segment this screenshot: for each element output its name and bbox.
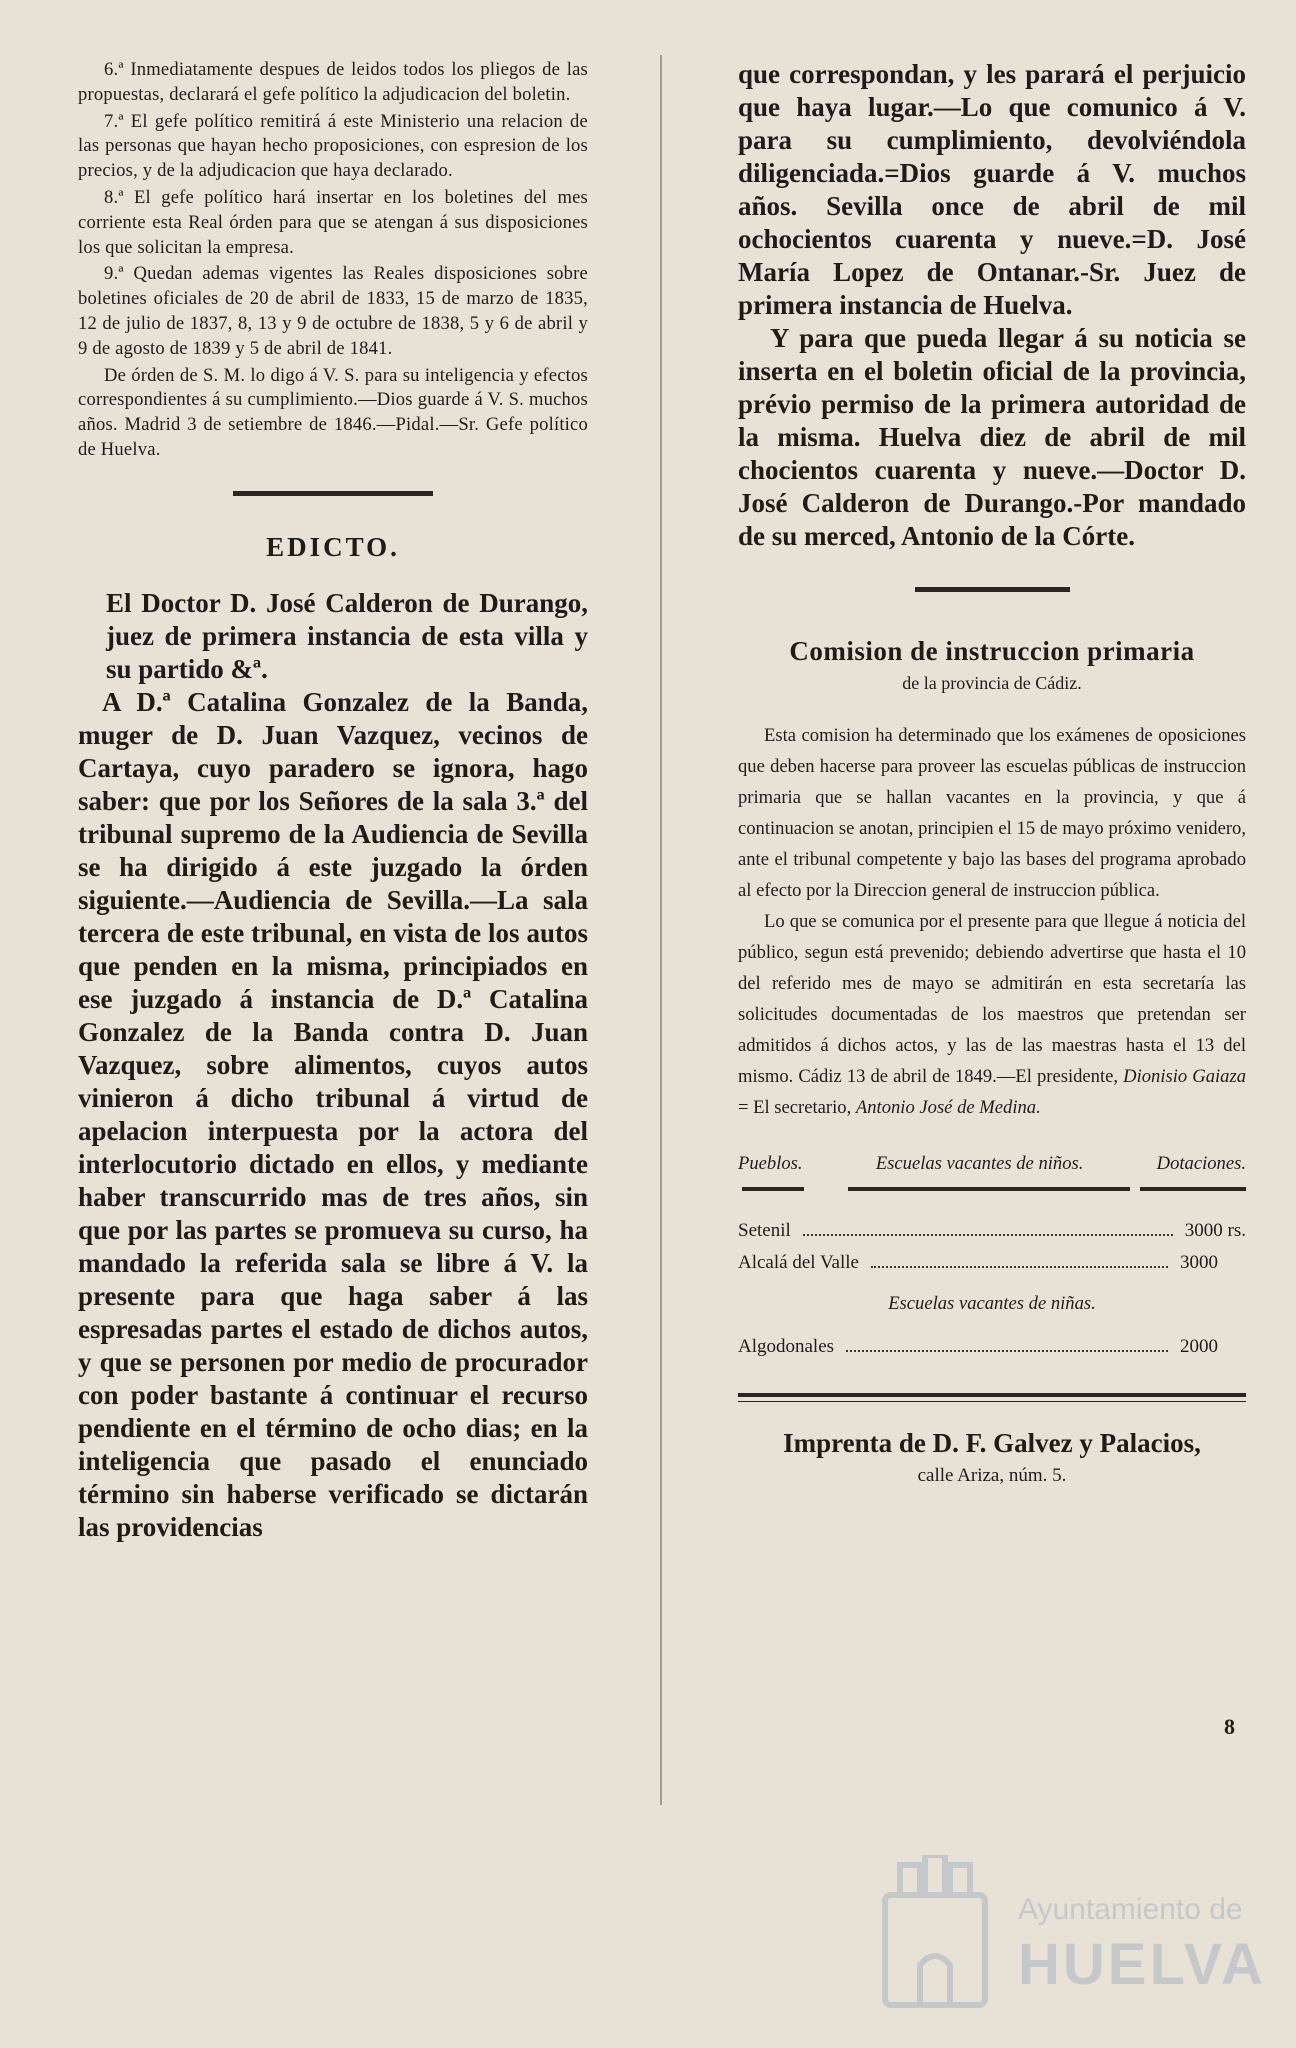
edicto-body (78, 587, 588, 1544)
table-row (738, 1331, 1246, 1363)
page-corner-mark: 8 (1224, 1714, 1235, 1739)
table-row (738, 1247, 1246, 1279)
article-6: 6.ª Inmediatamente despues de leidos todos los pliegos de las propuestas, declarará el gefe político la adjudicacion del boletin. (78, 59, 588, 105)
row-pueblo: Alcalá del Valle (738, 1252, 859, 1273)
leader-dots (803, 1234, 1173, 1236)
secretario-name: Antonio José de Medina. (855, 1097, 1041, 1118)
article-9: 9.ª Quedan ademas vigentes las Reales disposiciones sobre boletines oficiales de 20 de abril de 1833, 15 de marzo de 1835, 12 de julio de 1837, 8, 13 y 9 de octubre de 1838, 5 y 6 de abril y 9 de agosto de 1839 y 5 de abril de 1841. (78, 263, 588, 359)
table-header-rules (738, 1175, 1246, 1201)
section-rule-right (915, 587, 1070, 592)
leader-dots (846, 1350, 1168, 1352)
edicto-closing: Y para que pueda llegar á su noticia se inserta en el boletin oficial de la provincia, prévio permiso de la primera autoridad de la misma. Huelva diez de abril de mil chocientos cuarenta y nueve.—Doctor D. José Calderon de Durango.-Por mandado de su merced, Antonio de la Córte. (738, 323, 1246, 551)
right-column (738, 58, 1246, 1487)
edicto-continuation: que correspondan, y les parará el perjuicio que haya lugar.—Lo que comunico á V. para su cumplimiento, devolviéndola diligenciada.=Dios guarde á V. muchos años. Sevilla once de abril de mil ochocientos cuarenta y nueve.=D. José María Lopez de Ontanar.-Sr. Juez de primera instancia de Huelva. (738, 59, 1246, 320)
row-dotacion: 3000 (1180, 1252, 1218, 1273)
watermark-line1: Ayuntamiento de (1018, 1893, 1243, 1926)
leader-dots (871, 1266, 1168, 1268)
header-pueblos: Pueblos. (738, 1153, 803, 1174)
article-8: 8.ª El gefe político hará insertar en los boletines del mes corriente esta Real órden para que se atengan á sus disposiciones los que solicitan la empresa. (78, 186, 588, 258)
comision-paragraph-2 (738, 906, 1246, 1123)
article-7: 7.ª El gefe político remitirá á este Ministerio una relacion de las personas que hayan hecho proposiciones, con espresion de los precios, y de la adjudicacion que haya declarado. (78, 110, 588, 182)
comision-title: Comision de instruccion primaria (789, 636, 1195, 666)
ninas-heading: Escuelas vacantes de niñas. (888, 1293, 1096, 1314)
comision-paragraph-2-text: Lo que se comunica por el presente para que llegue á noticia del público, segun está prevenido; debiendo advertirse que hasta el 10 del referido mes de mayo se admitirán en esta secretaría las solicitudes documentadas de los maestros que pretendan ser admitidos á dichos actos, y las de las maestras hasta el 13 del mismo. Cádiz 13 de abril de 1849.—El presidente, (738, 911, 1246, 1087)
section-rule (233, 491, 433, 496)
castle-crest-icon (870, 1855, 1000, 2025)
presidente-name: Dionisio Gaiaza (1123, 1066, 1247, 1087)
comision-paragraph-1: Esta comision ha determinado que los exámenes de oposiciones que deben hacerse para proveer las escuelas públicas de instruccion primaria que se hallan vacantes en la provincia, y que á continuacion se anotan, principien el 15 de mayo próximo venidero, ante el tribunal competente y bajo las bases del programa aprobado al efecto por la Direccion general de instruccion pública. (738, 725, 1246, 901)
royal-order-closing: De órden de S. M. lo digo á V. S. para su inteligencia y efectos correspondientes á su cumplimiento.—Dios guarde á V. S. muchos años. Madrid 3 de setiembre de 1846.—Pidal.—Sr. Gefe político de Huelva. (78, 364, 588, 460)
watermark-line2: HUELVA (1018, 1932, 1266, 1997)
row-dotacion: 3000 rs. (1184, 1220, 1246, 1241)
row-dotacion: 2000 (1180, 1336, 1218, 1357)
left-column (78, 58, 588, 1544)
imprenta-address: calle Ariza, núm. 5. (917, 1465, 1067, 1486)
footer-double-rule (738, 1393, 1246, 1402)
vacancies-table-header (738, 1153, 1246, 1175)
row-pueblo: Setenil (738, 1220, 791, 1241)
column-divider (660, 55, 662, 1805)
edicto-text: A D.ª Catalina Gonzalez de la Banda, muger de D. Juan Vazquez, vecinos de Cartaya, cuyo paradero se ignora, hago saber: que por los Señores de la sala 3.ª del tribunal supremo de la Audiencia de Sevilla se ha dirigido á este juzgado la órden siguiente.—Audiencia de Sevilla.—La sala tercera de este tribunal, en vista de los autos que penden en la misma, principiados en ese juzgado á instancia de D.ª Catalina Gonzalez de la Banda contra D. Juan Vazquez, sobre alimentos, cuyos autos vinieron á dicho tribunal á virtud de apelacion interpuesta por la actora del interlocutorio dictado en ellos, y mediante haber transcurrido mas de tres años, sin que por las partes se promueva su curso, ha mandado la referida sala se libre á V. la presente para que haga saber á las espresadas partes el estado de dichos autos, y que se personen por medio de procurador con poder bastante á continuar el recurso pendiente en el término de ocho dias; en la inteligencia que pasado el enunciado término sin haberse verificado se dictarán las providencias (78, 686, 588, 1542)
secretario-label: = El secretario, (738, 1097, 852, 1118)
header-dotaciones: Dotaciones. (1156, 1153, 1246, 1174)
ayuntamiento-watermark (870, 1855, 1266, 2030)
comision-subtitle: de la provincia de Cádiz. (902, 673, 1082, 693)
imprenta-line: Imprenta de D. F. Galvez y Palacios, (783, 1428, 1201, 1458)
table-row (738, 1215, 1246, 1247)
row-pueblo: Algodonales (738, 1336, 835, 1357)
header-escuelas-ninos: Escuelas vacantes de niños. (875, 1153, 1084, 1174)
edicto-title: EDICTO. (266, 531, 400, 562)
edicto-header: El Doctor D. José Calderon de Durango, juez de primera instancia de esta villa y su partido &ª. (106, 587, 588, 684)
